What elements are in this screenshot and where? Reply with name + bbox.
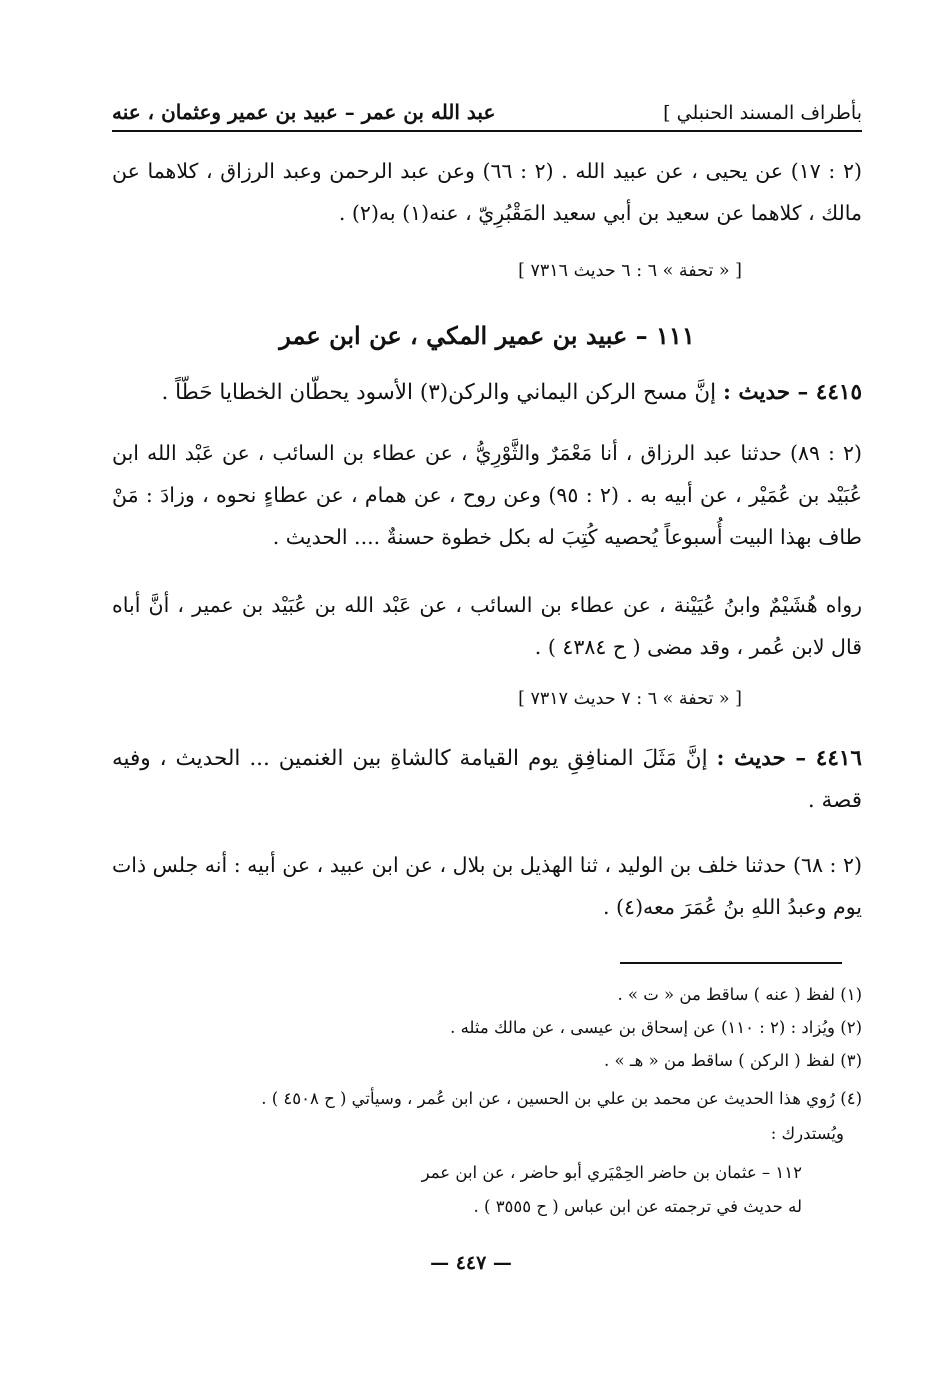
paragraph-chain-2: (٢ : ٨٩) حدثنا عبد الرزاق ، أنا مَعْمَرٌ والثَّوْرِيُّ ، عن عطاء بن السائب ، عن عَبْد الله ابن عُبَيْد بن عُمَيْر ، عن أبيه به . (٢ : ٩٥) وعن روح ، عن همام ، عن عطاءٍ نحوه ، وزادَ : مَنْ طاف بهذا البيت أُسبوعاً يُحصيه كُتِبَ له بكل خطوة حسنةٌ .... الحديث . xyxy=(112,441,862,549)
running-header xyxy=(112,96,862,132)
paragraph-chain-3: (٢ : ٦٨) حدثنا خلف بن الوليد ، ثنا الهذيل بن بلال ، عن ابن عبيد ، عن أبيه : أنه جلس ذات يوم وعبدُ اللهِ بنُ عُمَرَ معه(٤) . xyxy=(112,853,862,919)
hadith-number-4416: ٤٤١٦ – حديث : xyxy=(716,746,862,771)
hadith-text-4416: إنَّ مَثَلَ المنافِقِ يوم القيامة كالشاةِ بين الغنمين ... الحديث ، وفيه قصة . xyxy=(112,746,862,813)
footnote-4-addendum-label: ويُستدرك : xyxy=(770,1124,844,1143)
footnote-1: (١) لفظ ( عنه ) ساقط من « ت » . xyxy=(617,985,862,1004)
footnote-2: (٢) ويُزاد : (٢ : ١١٠) عن إسحاق بن عيسى ، عن مالك مثله . xyxy=(450,1018,862,1037)
page-number: — ٤٤٧ — xyxy=(430,1252,512,1274)
header-section-title: عبد الله بن عمر – عبيد بن عمير وعثمان ، عنه xyxy=(112,100,496,124)
footnote-4-addendum-entry: ١١٢ – عثمان بن حاضر الحِمْيَري أبو حاضر ، عن ابن عمر xyxy=(421,1163,802,1182)
paragraph-narration: رواه هُشَيْمٌ وابنُ عُيَيْنة ، عن عطاء بن السائب ، عن عَبْد الله بن عُبَيْد بن عمير ، أنَّ أباه قال لابن عُمر ، وقد مضى ( ح ٤٣٨٤ ) . xyxy=(112,593,862,659)
footnote-separator xyxy=(620,962,842,964)
hadith-text-4415: إنَّ مسح الركن اليماني والركن(٣) الأسود يحطّان الخطايا حَطّاً . xyxy=(161,380,717,405)
footnote-4: (٤) رُوي هذا الحديث عن محمد بن علي بن الحسين ، عن ابن عُمر ، وسيأتي ( ح ٤٥٠٨ ) . xyxy=(261,1089,862,1108)
footnote-4-addendum-detail: له حديث في ترجمته عن ابن عباس ( ح ٣٥٥٥ ) . xyxy=(473,1197,802,1216)
footnote-3: (٣) لفظ ( الركن ) ساقط من « هـ » . xyxy=(603,1051,862,1070)
hadith-4416 xyxy=(112,738,862,822)
hadith-number-4415: ٤٤١٥ – حديث : xyxy=(722,380,862,405)
tuhfa-reference-2: [ « تحفة » ٦ : ٧ حديث ٧٣١٧ ] xyxy=(518,689,742,709)
paragraph-chain-1: (٢ : ١٧) عن يحيى ، عن عبيد الله . (٢ : ٦٦) وعن عبد الرحمن وعبد الرزاق ، كلاهما عن مالك ، كلاهما عن سعيد بن أبي سعيد المَقْبُرِيّ ، عنه(١) به(٢) . xyxy=(112,159,862,225)
chapter-heading-111: ١١١ – عبيد بن عمير المكي ، عن ابن عمر xyxy=(279,321,695,350)
tuhfa-reference-1: [ « تحفة » ٦ : ٦ حديث ٧٣١٦ ] xyxy=(518,261,742,281)
header-book-title: بأطراف المسند الحنبلي ] xyxy=(663,102,862,124)
hadith-4415 xyxy=(112,372,862,414)
